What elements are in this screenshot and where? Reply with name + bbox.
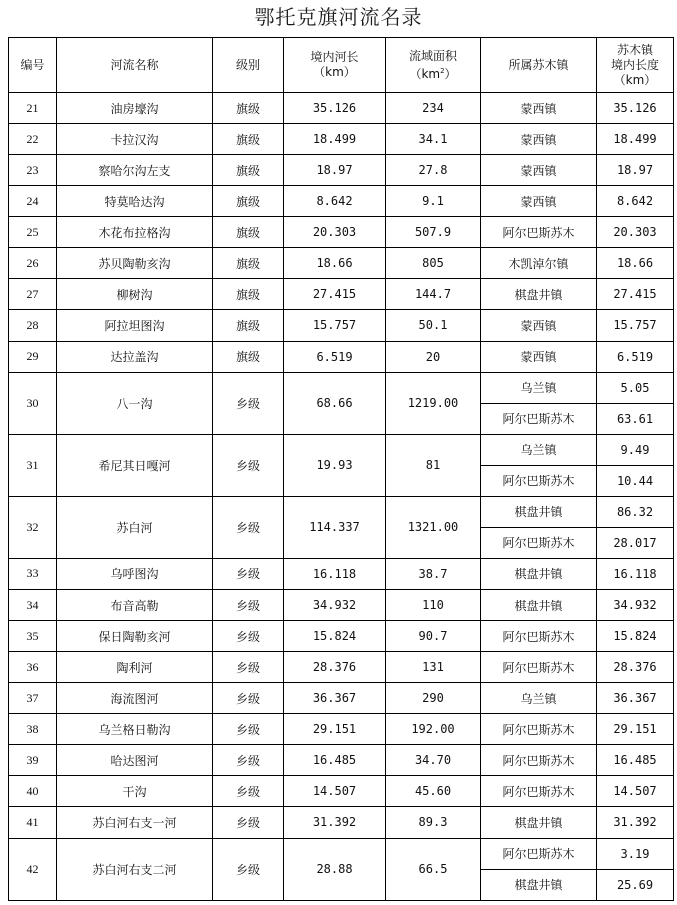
river-id: 22 [9,124,57,155]
table-row [9,652,674,683]
river-length: 114.337 [284,496,386,558]
town-name: 蒙西镇 [481,310,597,341]
river-name: 苏白河右支二河 [57,838,213,901]
river-area: 45.60 [386,776,481,807]
header-name: 河流名称 [57,38,213,93]
header-id: 编号 [9,38,57,93]
town-name: 阿尔巴斯苏木 [481,527,597,558]
header-town-length-unit: （km） [613,72,657,87]
river-id: 28 [9,310,57,341]
river-level: 旗级 [213,186,284,217]
town-length: 34.932 [597,590,674,621]
header-length-unit: （km） [313,65,356,79]
river-level: 乡级 [213,372,284,434]
river-name: 达拉盖沟 [57,341,213,372]
river-id: 35 [9,621,57,652]
river-length: 31.392 [284,807,386,838]
river-length: 29.151 [284,714,386,745]
river-name: 干沟 [57,776,213,807]
header-area-unit-pre: （km [409,66,441,81]
river-id: 36 [9,652,57,683]
river-level: 乡级 [213,745,284,776]
table-row [9,621,674,652]
river-length: 36.367 [284,683,386,714]
table-row [9,496,674,527]
river-level: 乡级 [213,496,284,558]
table-row [9,714,674,745]
river-area: 20 [386,341,481,372]
table-row [9,434,674,465]
river-level: 旗级 [213,155,284,186]
river-length: 28.376 [284,652,386,683]
town-name: 棋盘井镇 [481,558,597,589]
town-length: 63.61 [597,403,674,434]
town-length: 18.97 [597,155,674,186]
river-id: 21 [9,93,57,124]
table-body [9,93,674,901]
table-row [9,248,674,279]
header-area-label: 流域面积 [408,48,457,63]
river-length: 35.126 [284,93,386,124]
town-length: 36.367 [597,683,674,714]
town-name: 阿尔巴斯苏木 [481,465,597,496]
river-length: 19.93 [284,434,386,496]
river-id: 37 [9,683,57,714]
header-level: 级别 [213,38,284,93]
river-name: 哈达图河 [57,745,213,776]
town-length: 28.017 [597,527,674,558]
town-name: 乌兰镇 [481,434,597,465]
river-level: 乡级 [213,558,284,589]
town-name: 阿尔巴斯苏木 [481,838,597,869]
river-level: 乡级 [213,683,284,714]
river-id: 42 [9,838,57,901]
river-id: 41 [9,807,57,838]
town-name: 阿尔巴斯苏木 [481,403,597,434]
table-row [9,838,674,869]
table-row [9,310,674,341]
river-name: 卡拉汉沟 [57,124,213,155]
river-level: 旗级 [213,124,284,155]
river-id: 31 [9,434,57,496]
town-length: 18.499 [597,124,674,155]
town-name: 乌兰镇 [481,372,597,403]
river-area: 144.7 [386,279,481,310]
river-name: 木花布拉格沟 [57,217,213,248]
town-name: 乌兰镇 [481,683,597,714]
town-name: 蒙西镇 [481,186,597,217]
page-title: 鄂托克旗河流名录 [254,5,423,29]
river-area: 1321.00 [386,496,481,558]
river-level: 旗级 [213,341,284,372]
town-length: 25.69 [597,869,674,900]
river-name: 保日陶勒亥河 [57,621,213,652]
town-name: 蒙西镇 [481,124,597,155]
river-area: 507.9 [386,217,481,248]
river-name: 苏贝陶勒亥沟 [57,248,213,279]
river-area: 805 [386,248,481,279]
table-row [9,124,674,155]
town-name: 阿尔巴斯苏木 [481,621,597,652]
river-level: 旗级 [213,279,284,310]
river-name: 苏白河 [57,496,213,558]
town-length: 6.519 [597,341,674,372]
town-name: 阿尔巴斯苏木 [481,776,597,807]
river-name: 海流图河 [57,683,213,714]
town-length: 15.824 [597,621,674,652]
town-length: 20.303 [597,217,674,248]
header-row [9,38,674,93]
river-level: 乡级 [213,838,284,901]
river-id: 33 [9,558,57,589]
town-name: 棋盘井镇 [481,590,597,621]
river-area: 34.1 [386,124,481,155]
header-length [284,38,386,93]
header-town-length-line2: 境内长度 [610,57,659,72]
header-area-unit-post: ） [444,66,457,81]
town-length: 9.49 [597,434,674,465]
river-area: 1219.00 [386,372,481,434]
river-name: 乌呼图沟 [57,558,213,589]
river-id: 40 [9,776,57,807]
town-length: 8.642 [597,186,674,217]
river-name: 希尼其日嘎河 [57,434,213,496]
river-name: 陶利河 [57,652,213,683]
river-id: 27 [9,279,57,310]
river-level: 乡级 [213,434,284,496]
river-level: 乡级 [213,621,284,652]
river-area: 27.8 [386,155,481,186]
river-length: 18.97 [284,155,386,186]
town-length: 15.757 [597,310,674,341]
river-area: 9.1 [386,186,481,217]
river-name: 察哈尔沟左支 [57,155,213,186]
river-length: 18.499 [284,124,386,155]
river-length: 16.118 [284,558,386,589]
river-id: 26 [9,248,57,279]
town-name: 蒙西镇 [481,341,597,372]
table-row [9,590,674,621]
river-name: 阿拉坦图沟 [57,310,213,341]
river-name: 柳树沟 [57,279,213,310]
town-length: 35.126 [597,93,674,124]
river-length: 16.485 [284,745,386,776]
table-row [9,279,674,310]
town-name: 棋盘井镇 [481,496,597,527]
town-length: 10.44 [597,465,674,496]
table-row [9,683,674,714]
river-level: 乡级 [213,652,284,683]
river-id: 32 [9,496,57,558]
river-area: 234 [386,93,481,124]
river-length: 28.88 [284,838,386,901]
table-row [9,745,674,776]
town-length: 3.19 [597,838,674,869]
town-name: 阿尔巴斯苏木 [481,714,597,745]
river-name: 布音高勒 [57,590,213,621]
river-area: 131 [386,652,481,683]
table-row [9,341,674,372]
river-table [8,37,674,901]
river-length: 20.303 [284,217,386,248]
table-row [9,558,674,589]
town-name: 蒙西镇 [481,155,597,186]
river-id: 25 [9,217,57,248]
river-length: 8.642 [284,186,386,217]
river-level: 乡级 [213,776,284,807]
header-town-length-line1: 苏木镇 [616,42,653,57]
river-length: 6.519 [284,341,386,372]
river-area: 50.1 [386,310,481,341]
river-length: 68.66 [284,372,386,434]
river-level: 乡级 [213,714,284,745]
header-area [386,38,481,93]
river-name: 油房壕沟 [57,93,213,124]
town-name: 棋盘井镇 [481,869,597,900]
river-level: 旗级 [213,310,284,341]
river-level: 乡级 [213,590,284,621]
river-id: 24 [9,186,57,217]
river-id: 39 [9,745,57,776]
river-id: 23 [9,155,57,186]
river-id: 34 [9,590,57,621]
town-length: 14.507 [597,776,674,807]
town-name: 阿尔巴斯苏木 [481,652,597,683]
river-area: 89.3 [386,807,481,838]
river-length: 27.415 [284,279,386,310]
river-name: 乌兰格日勒沟 [57,714,213,745]
header-town-length [597,38,674,93]
river-area: 81 [386,434,481,496]
table-row [9,186,674,217]
town-name: 阿尔巴斯苏木 [481,745,597,776]
river-name: 特莫哈达沟 [57,186,213,217]
town-length: 27.415 [597,279,674,310]
river-area: 34.70 [386,745,481,776]
river-length: 34.932 [284,590,386,621]
river-area: 290 [386,683,481,714]
river-area: 38.7 [386,558,481,589]
river-area: 110 [386,590,481,621]
river-id: 29 [9,341,57,372]
town-length: 31.392 [597,807,674,838]
header-area-unit [386,64,480,82]
river-level: 旗级 [213,217,284,248]
table-row [9,776,674,807]
river-level: 旗级 [213,93,284,124]
river-id: 38 [9,714,57,745]
river-level: 旗级 [213,248,284,279]
river-name: 苏白河右支一河 [57,807,213,838]
river-area: 90.7 [386,621,481,652]
river-name: 八一沟 [57,372,213,434]
town-length: 28.376 [597,652,674,683]
river-length: 15.757 [284,310,386,341]
table-row [9,372,674,403]
town-name: 棋盘井镇 [481,807,597,838]
table-row [9,155,674,186]
river-length: 18.66 [284,248,386,279]
river-area: 192.00 [386,714,481,745]
table-row [9,217,674,248]
town-length: 16.485 [597,745,674,776]
header-town: 所属苏木镇 [481,38,597,93]
town-length: 86.32 [597,496,674,527]
town-name: 阿尔巴斯苏木 [481,217,597,248]
town-name: 棋盘井镇 [481,279,597,310]
river-level: 乡级 [213,807,284,838]
town-length: 18.66 [597,248,674,279]
river-area: 66.5 [386,838,481,901]
town-length: 29.151 [597,714,674,745]
town-name: 蒙西镇 [481,93,597,124]
header-length-label: 境内河长 [310,50,359,64]
town-length: 5.05 [597,372,674,403]
town-name: 木凯淖尔镇 [481,248,597,279]
table-row [9,807,674,838]
river-id: 30 [9,372,57,434]
river-length: 15.824 [284,621,386,652]
river-length: 14.507 [284,776,386,807]
town-length: 16.118 [597,558,674,589]
header-area-unit-sup: 2 [440,66,445,75]
table-row [9,93,674,124]
